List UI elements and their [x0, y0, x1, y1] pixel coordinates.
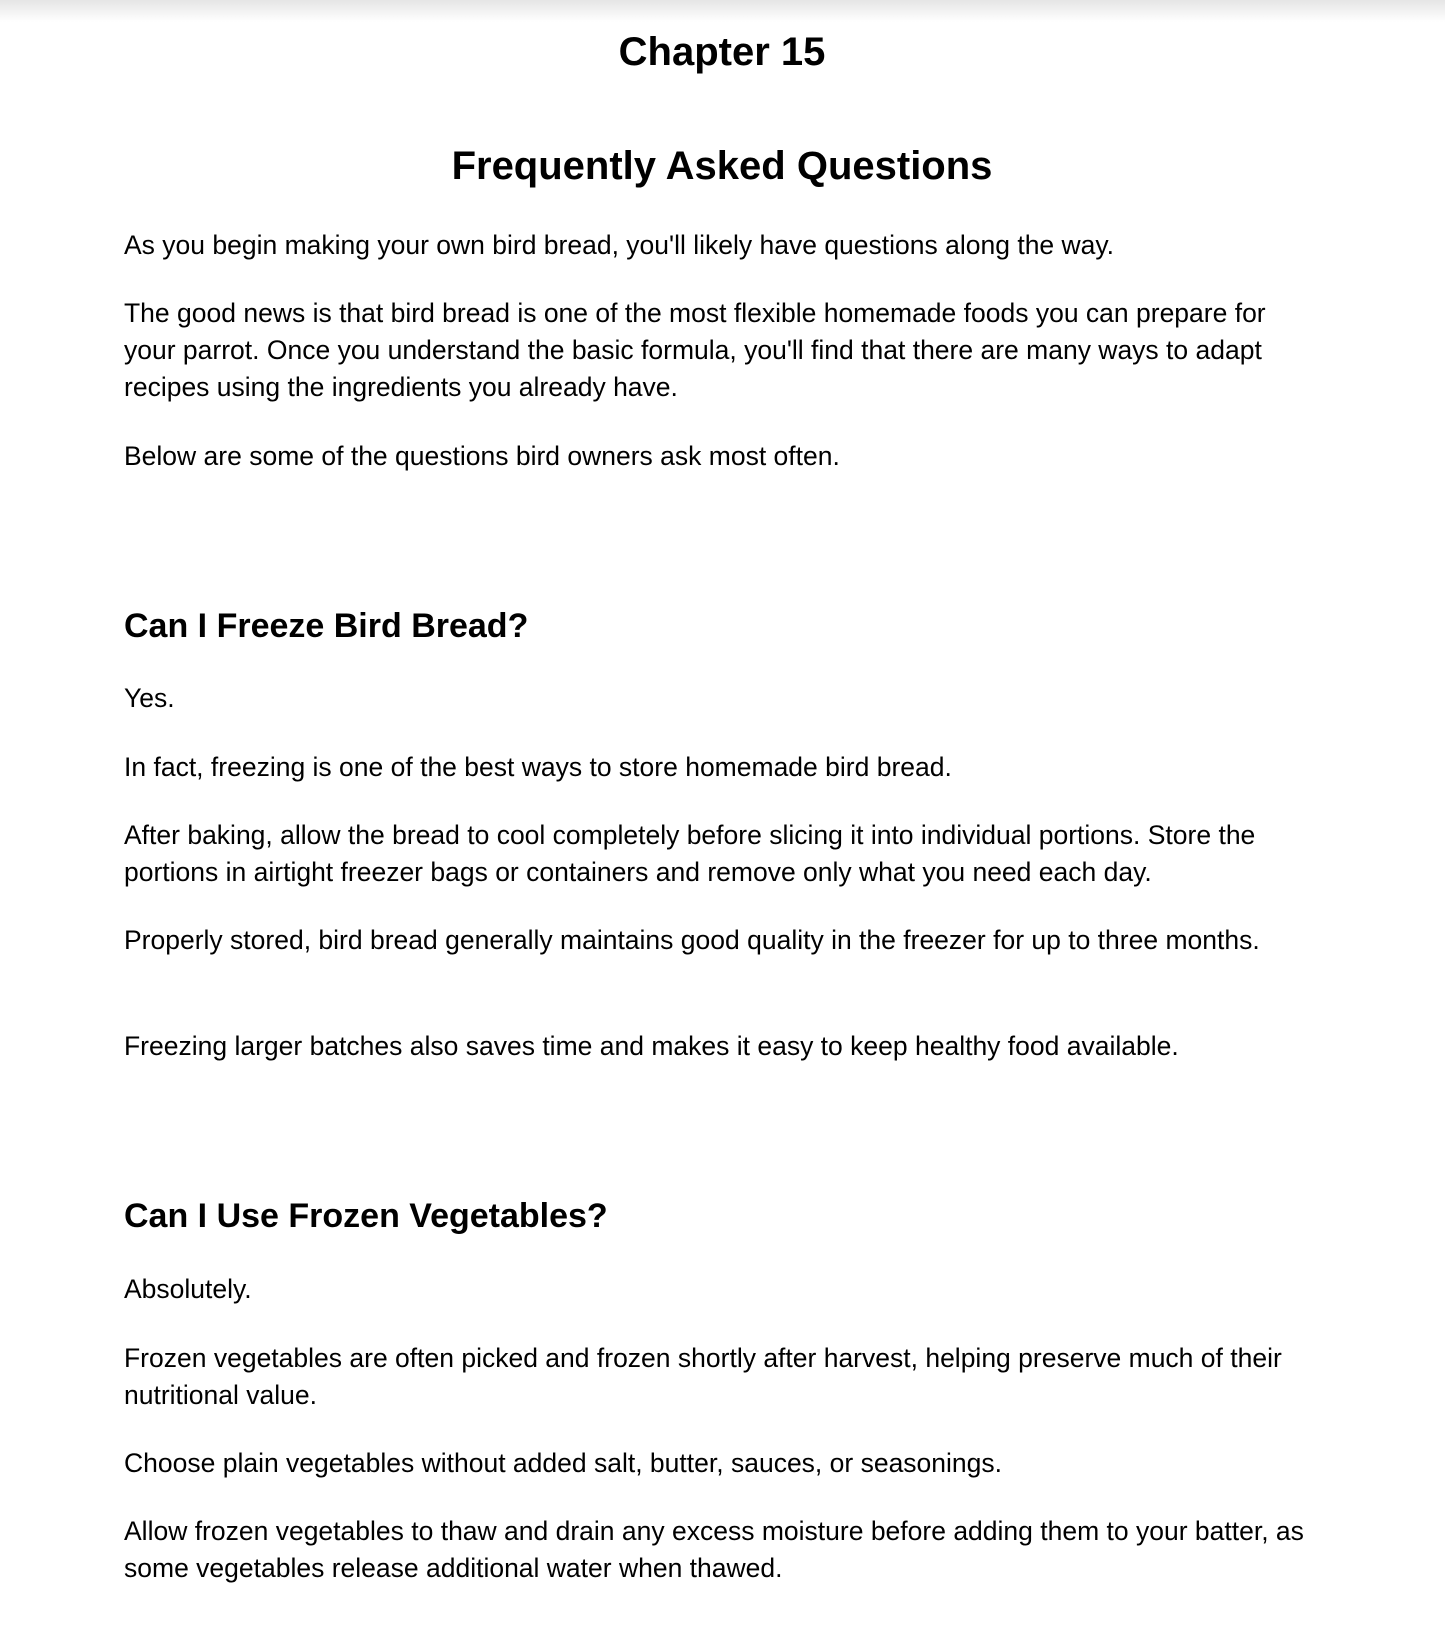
section-paragraph: After baking, allow the bread to cool completely before slicing it into individual portions. Store the portions in airtight freezer bags or containers and remove only what you need each day. — [124, 820, 1256, 887]
section-paragraph: Frozen vegetables are often picked and frozen shortly after harvest, helping preserve much of their nutritional value. — [124, 1343, 1282, 1410]
section-paragraph: Choose plain vegetables without added salt, butter, sauces, or seasonings. — [124, 1448, 1003, 1478]
chapter-label: Chapter 15 — [618, 30, 826, 74]
intro-paragraph: As you begin making your own bird bread, you'll likely have questions along the way. — [124, 230, 1115, 260]
section-paragraph: Freezing larger batches also saves time and makes it easy to keep healthy food available. — [124, 1031, 1179, 1061]
intro-paragraph: The good news is that bird bread is one of the most flexible homemade foods you can prepare for your parrot. Once you understand the basic formula, you'll find that there are many ways to adapt recipes using the ingredients you already have. — [124, 298, 1266, 402]
section-paragraph: Absolutely. — [124, 1274, 252, 1304]
chapter-title: Frequently Asked Questions — [451, 144, 993, 188]
intro-paragraph: Below are some of the questions bird owners ask most often. — [124, 441, 840, 471]
section-paragraph: Yes. — [124, 683, 175, 713]
section-paragraph: Allow frozen vegetables to thaw and drain any excess moisture before adding them to your batter, as some vegetables release additional water when thawed. — [124, 1516, 1304, 1583]
section-heading: Can I Use Frozen Vegetables? — [124, 1197, 608, 1235]
page-top-shadow — [0, 0, 1445, 22]
section-paragraph: Properly stored, bird bread generally maintains good quality in the freezer for up to three months. — [124, 925, 1260, 955]
section-heading: Can I Freeze Bird Bread? — [124, 607, 529, 645]
section-paragraph: In fact, freezing is one of the best ways to store homemade bird bread. — [124, 752, 952, 782]
